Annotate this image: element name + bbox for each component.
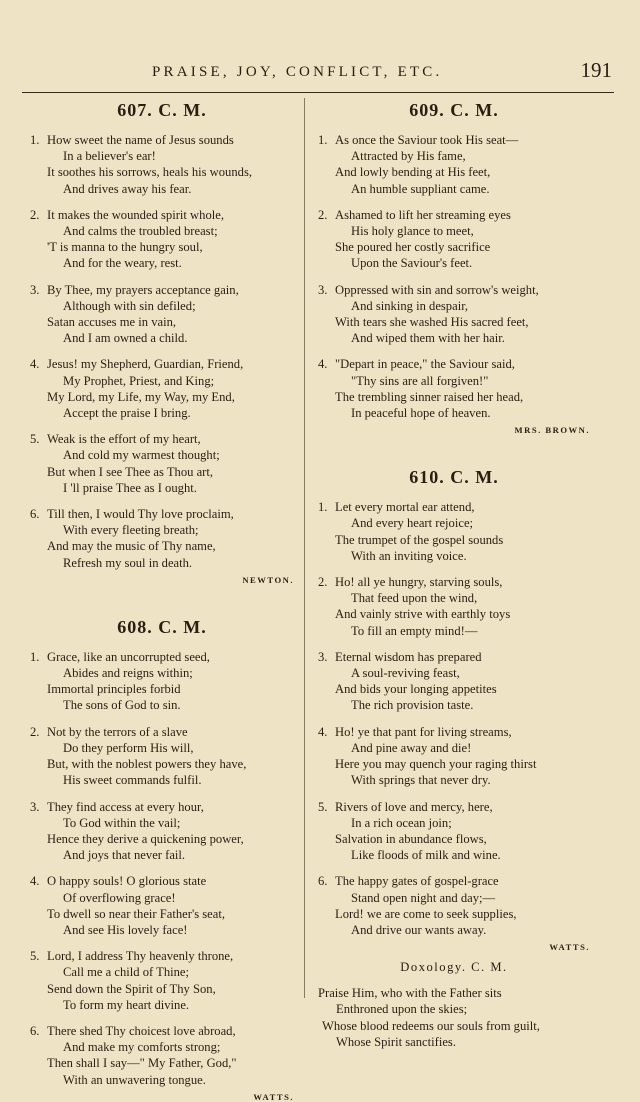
verse-line (318, 724, 590, 740)
verse-line (318, 649, 590, 665)
verse-text: Till then, I would Thy love proclaim, (47, 507, 234, 522)
verse-line (30, 207, 294, 223)
stanza-number: 6. (30, 507, 40, 522)
stanza (318, 499, 590, 564)
doxology-line: Whose blood redeems our souls from guilt, (322, 1018, 540, 1033)
verse-line: Lord! we are come to seek supplies, (335, 906, 517, 921)
verse-line (30, 282, 294, 298)
stanza (318, 724, 590, 789)
stanza-number: 5. (318, 799, 328, 814)
verse-line: Refresh my soul in death. (63, 555, 193, 570)
stanza (30, 873, 294, 938)
page-header (22, 58, 614, 93)
verse-line: But, with the noblest powers they have, (47, 757, 247, 772)
verse-line (30, 873, 294, 889)
verse-line: Hence they derive a quickening power, (47, 831, 244, 846)
verse-line: And every heart rejoice; (351, 516, 474, 531)
stanza (30, 799, 294, 864)
hymn-title: 607. C. M. (117, 100, 207, 120)
column-divider (304, 98, 305, 998)
verse-text: Ho! all ye hungry, starving souls, (335, 575, 503, 590)
stanza (30, 132, 294, 197)
verse-line (318, 499, 590, 515)
verse-text: Oppressed with sin and sorrow's weight, (335, 282, 539, 297)
verse-line (318, 207, 590, 223)
verse-text: Weak is the effort of my heart, (47, 432, 201, 447)
doxology (318, 960, 590, 1050)
verse-line: I 'll praise Thee as I ought. (63, 480, 197, 495)
verse-line (30, 948, 294, 964)
page-number: 191 (580, 58, 612, 82)
stanza-number: 5. (30, 949, 40, 964)
verse-text: Ho! ye that pant for living streams, (335, 724, 512, 739)
stanza-number: 1. (318, 133, 328, 147)
left-column (30, 98, 294, 1102)
verse-line: With every fleeting breath; (63, 523, 199, 538)
verse-text: The happy gates of gospel-grace (335, 874, 499, 889)
stanza-number: 1. (30, 649, 40, 664)
verse-line: With an unwavering tongue. (63, 1072, 206, 1087)
verse-line: And calms the troubled breast; (63, 224, 218, 239)
verse-line (30, 799, 294, 815)
verse-line: Like floods of milk and wine. (351, 848, 501, 863)
verse-line: His holy glance to meet, (351, 224, 474, 239)
stanza-number: 1. (30, 133, 40, 147)
hymn-609 (318, 98, 590, 435)
verse-line: And may the music of Thy name, (47, 539, 216, 554)
verse-line (30, 132, 294, 148)
verse-text: O happy souls! O glorious state (47, 874, 207, 889)
stanza-number: 2. (30, 724, 40, 739)
stanza-number: 6. (30, 1023, 40, 1038)
verse-line: To God within the vail; (63, 815, 181, 830)
verse-line: "Thy sins are all forgiven!" (351, 373, 489, 388)
verse-line (30, 1023, 294, 1039)
verse-line (30, 431, 294, 447)
verse-text: Ashamed to lift her streaming eyes (335, 207, 511, 222)
verse-line: And joys that never fail. (63, 848, 186, 863)
stanza (30, 431, 294, 496)
stanza-number: 4. (318, 357, 328, 372)
stanza-number: 2. (318, 207, 328, 222)
doxology-title: Doxology. C. M. (400, 960, 508, 975)
stanza-number: 3. (318, 282, 328, 297)
verse-line: She poured her costly sacrifice (335, 240, 491, 255)
stanza (30, 207, 294, 272)
verse-line: Stand open night and day;— (351, 890, 496, 905)
doxology-line: Whose Spirit sanctifies. (336, 1034, 456, 1049)
verse-line: Upon the Saviour's feet. (351, 256, 473, 271)
verse-line: And drive our wants away. (351, 922, 487, 937)
verse-line: It soothes his sorrows, heals his wounds, (47, 165, 252, 180)
verse-line: To fill an empty mind!— (351, 623, 478, 638)
verse-text: Jesus! my Shepherd, Guardian, Friend, (47, 357, 244, 372)
verse-line: With springs that never dry. (351, 773, 491, 788)
verse-line: And cold my warmest thought; (63, 448, 220, 463)
verse-line (318, 356, 590, 372)
verse-line: To form my heart divine. (63, 997, 190, 1012)
hymn-author: NEWTON. (242, 574, 294, 585)
stanza (318, 132, 590, 197)
stanza-number: 6. (318, 874, 328, 889)
verse-line: Satan accuses me in vain, (47, 315, 177, 330)
stanza (30, 282, 294, 347)
verse-line: Although with sin defiled; (63, 298, 196, 313)
verse-line: Abides and reigns within; (63, 666, 193, 681)
hymn-author: WATTS. (549, 942, 590, 953)
verse-text: How sweet the name of Jesus sounds (47, 133, 234, 147)
verse-line: And sinking in despair, (351, 298, 469, 313)
verse-line (318, 574, 590, 590)
verse-line (30, 506, 294, 522)
stanza (318, 873, 590, 938)
verse-line: His sweet commands fulfil. (63, 773, 202, 788)
running-title: PRAISE, JOY, CONFLICT, ETC. (152, 64, 443, 80)
verse-line: With an inviting voice. (351, 548, 467, 563)
stanza (318, 649, 590, 714)
doxology-stanza (318, 985, 590, 1050)
stanza-number: 2. (318, 575, 328, 590)
verse-line: With tears she washed His sacred feet, (335, 315, 529, 330)
verse-line (30, 356, 294, 372)
verse-text: There shed Thy choicest love abroad, (47, 1023, 236, 1038)
verse-line (318, 873, 590, 889)
hymn-608 (30, 615, 294, 1102)
verse-line: The trumpet of the gospel sounds (335, 532, 504, 547)
verse-line: The rich provision taste. (351, 698, 474, 713)
verse-line: 'T is manna to the hungry soul, (47, 240, 203, 255)
verse-line: Salvation in abundance flows, (335, 831, 487, 846)
verse-line: Accept the praise I bring. (63, 406, 191, 421)
verse-line: In a rich ocean join; (351, 815, 452, 830)
stanza (30, 948, 294, 1013)
verse-text: Let every mortal ear attend, (335, 500, 475, 515)
verse-line: And pine away and die! (351, 740, 472, 755)
verse-line: And I am owned a child. (63, 331, 188, 346)
verse-line: Send down the Spirit of Thy Son, (47, 981, 216, 996)
verse-text: Rivers of love and mercy, here, (335, 799, 493, 814)
hymn-title: 608. C. M. (117, 616, 207, 637)
verse-line: Attracted by His fame, (351, 149, 466, 164)
verse-line: Then shall I say—" My Father, God," (47, 1056, 237, 1071)
verse-line: The trembling sinner raised her head, (335, 389, 524, 404)
verse-line: Here you may quench your raging thirst (335, 757, 537, 772)
verse-line (30, 649, 294, 665)
verse-line: And bids your longing appetites (335, 682, 497, 697)
verse-line: And drives away his fear. (63, 181, 192, 196)
verse-line: My Lord, my Life, my Way, my End, (47, 389, 235, 404)
verse-line: And wiped them with her hair. (351, 331, 505, 346)
stanza-number: 3. (30, 282, 40, 297)
verse-text: Lord, I address Thy heavenly throne, (47, 949, 234, 964)
stanza (30, 724, 294, 789)
verse-line: Immortal principles forbid (47, 682, 181, 697)
stanza-number: 4. (30, 874, 40, 889)
stanza (318, 282, 590, 347)
hymn-author: MRS. BROWN. (514, 425, 590, 436)
stanza-number: 2. (30, 207, 40, 222)
hymn-610 (318, 465, 590, 952)
verse-line: Call me a child of Thine; (63, 965, 190, 980)
stanza-number: 4. (30, 357, 40, 372)
stanza-number: 5. (30, 432, 40, 447)
stanza (318, 574, 590, 639)
verse-line: Of overflowing grace! (63, 890, 176, 905)
verse-line: And make my comforts strong; (63, 1040, 221, 1055)
verse-line: But when I see Thee as Thou art, (47, 464, 214, 479)
stanza-number: 3. (318, 649, 328, 664)
verse-text: They find access at every hour, (47, 799, 204, 814)
stanza (30, 506, 294, 571)
verse-line: And lowly bending at His feet, (335, 165, 491, 180)
verse-text: "Depart in peace," the Saviour said, (335, 357, 515, 372)
verse-text: As once the Saviour took His seat— (335, 133, 519, 147)
stanza (318, 207, 590, 272)
right-column (318, 98, 590, 1060)
verse-line: In a believer's ear! (63, 149, 156, 164)
verse-line: The sons of God to sin. (63, 698, 181, 713)
verse-line: That feed upon the wind, (351, 591, 478, 606)
hymn-title: 609. C. M. (409, 100, 499, 120)
verse-line: My Prophet, Priest, and King; (63, 373, 215, 388)
verse-line (318, 799, 590, 815)
verse-line (30, 724, 294, 740)
hymn-author: WATTS. (253, 1091, 294, 1102)
verse-line: To dwell so near their Father's seat, (47, 906, 225, 921)
verse-text: Not by the terrors of a slave (47, 724, 188, 739)
hymn-607 (30, 98, 294, 585)
doxology-line: Praise Him, who with the Father sits (318, 986, 502, 1001)
stanza-number: 1. (318, 500, 328, 515)
verse-line: Do they perform His will, (63, 740, 194, 755)
stanza (30, 356, 294, 421)
verse-line: And for the weary, rest. (63, 256, 182, 271)
hymn-title: 610. C. M. (409, 467, 499, 488)
stanza-number: 3. (30, 799, 40, 814)
stanza (318, 356, 590, 421)
verse-text: It makes the wounded spirit whole, (47, 207, 224, 222)
verse-line: And vainly strive with earthly toys (335, 607, 511, 622)
verse-text: Eternal wisdom has prepared (335, 649, 482, 664)
verse-line: And see His lovely face! (63, 922, 188, 937)
doxology-line: Enthroned upon the skies; (336, 1002, 468, 1017)
verse-text: Grace, like an uncorrupted seed, (47, 649, 210, 664)
verse-text: By Thee, my prayers acceptance gain, (47, 282, 239, 297)
stanza-number: 4. (318, 724, 328, 739)
verse-line: An humble suppliant came. (351, 181, 490, 196)
stanza (30, 1023, 294, 1088)
stanza (30, 649, 294, 714)
verse-line (318, 132, 590, 148)
stanza (318, 799, 590, 864)
verse-line: In peaceful hope of heaven. (351, 406, 491, 421)
verse-line (318, 282, 590, 298)
verse-line: A soul-reviving feast, (351, 666, 460, 681)
